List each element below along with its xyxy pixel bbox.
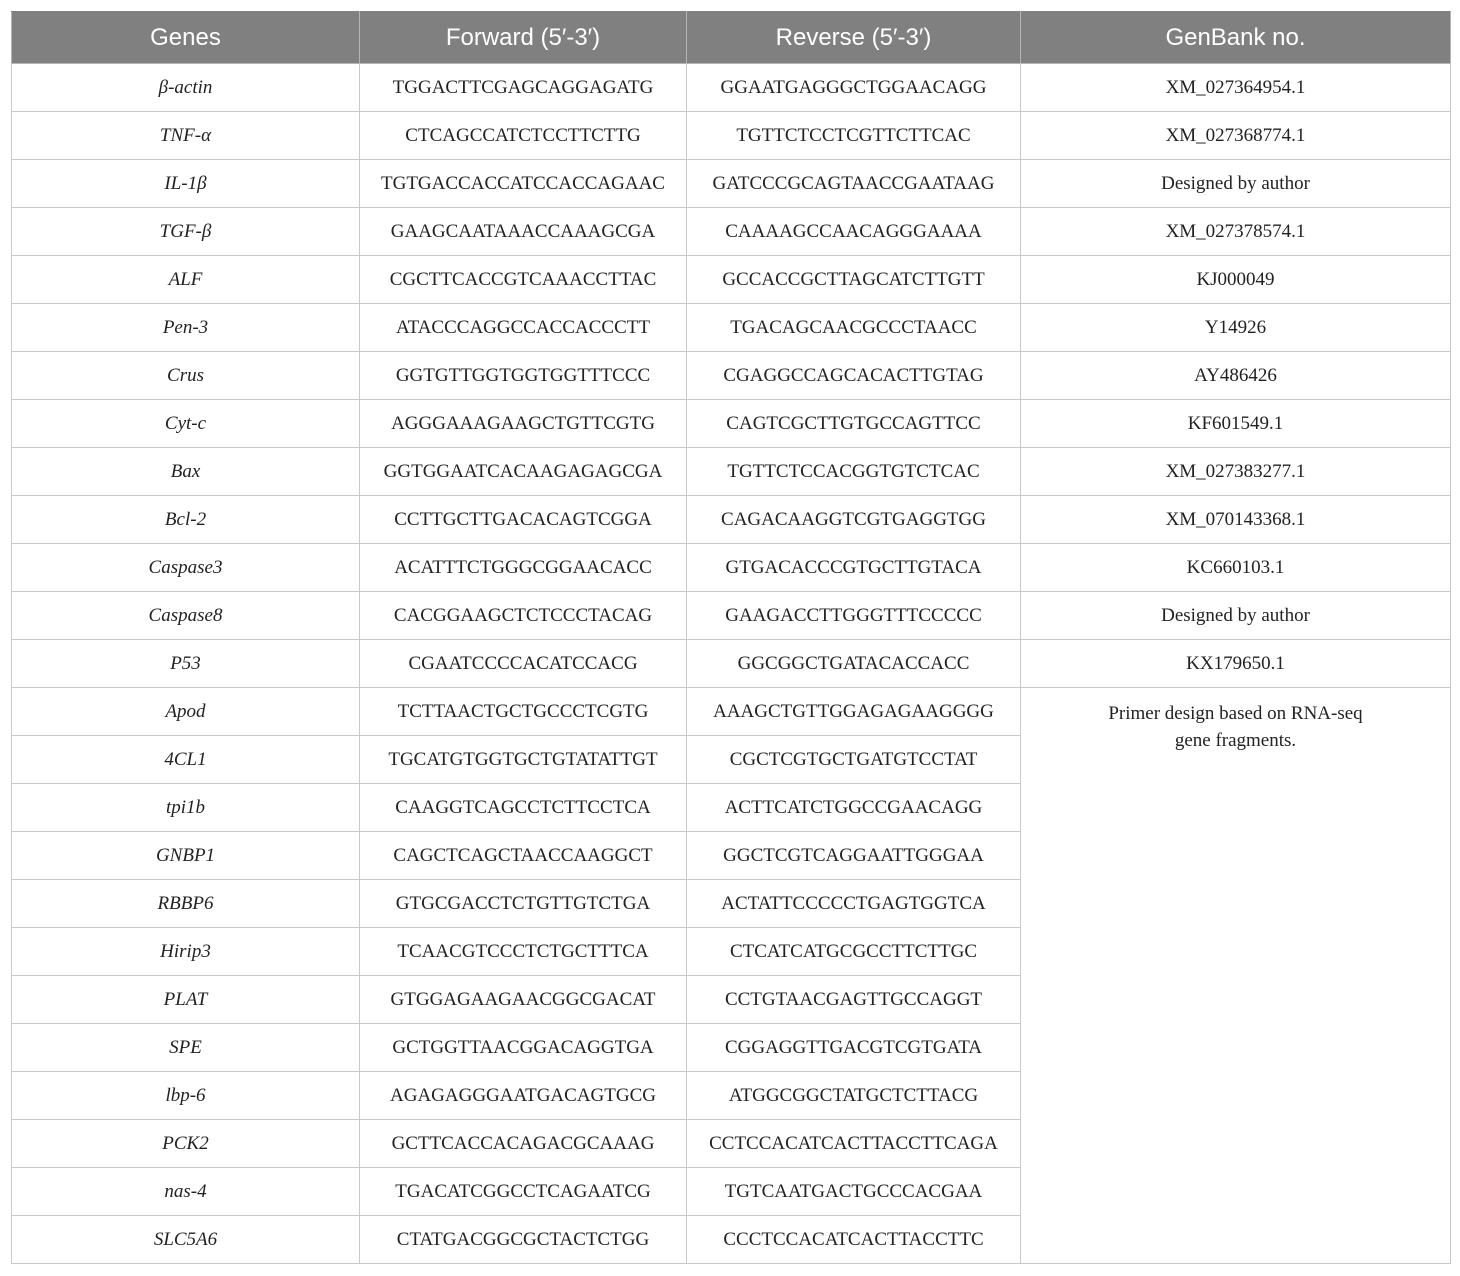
forward-primer-cell: GGTGTTGGTGGTGGTTTCCC [360, 352, 687, 400]
reverse-primer-cell: GAAGACCTTGGGTTTCCCCC [687, 592, 1021, 640]
gene-name-cell: ALF [12, 256, 360, 304]
gene-name-cell: GNBP1 [12, 832, 360, 880]
table-row [12, 592, 1451, 640]
reverse-primer-cell: GGCTCGTCAGGAATTGGGAA [687, 832, 1021, 880]
table-row [12, 448, 1451, 496]
table-row [12, 640, 1451, 688]
reverse-primer-cell: CGAGGCCAGCACACTTGTAG [687, 352, 1021, 400]
header-reverse: Reverse (5′-3′) [687, 12, 1021, 64]
table-body [12, 64, 1451, 1264]
genbank-cell: XM_070143368.1 [1021, 496, 1451, 544]
reverse-primer-cell: TGTTCTCCACGGTGTCTCAC [687, 448, 1021, 496]
reverse-primer-cell: CTCATCATGCGCCTTCTTGC [687, 928, 1021, 976]
gene-name-cell: SPE [12, 1024, 360, 1072]
gene-name-cell: β-actin [12, 64, 360, 112]
forward-primer-cell: TCAACGTCCCTCTGCTTTCA [360, 928, 687, 976]
table-row [12, 112, 1451, 160]
gene-name-cell: PLAT [12, 976, 360, 1024]
forward-primer-cell: ATACCCAGGCCACCACCCTT [360, 304, 687, 352]
reverse-primer-cell: CAAAAGCCAACAGGGAAAA [687, 208, 1021, 256]
header-forward: Forward (5′-3′) [360, 12, 687, 64]
gene-name-cell: PCK2 [12, 1120, 360, 1168]
forward-primer-cell: AGGGAAAGAAGCTGTTCGTG [360, 400, 687, 448]
forward-primer-cell: TGACATCGGCCTCAGAATCG [360, 1168, 687, 1216]
forward-primer-cell: CGAATCCCCACATCCACG [360, 640, 687, 688]
table-row [12, 304, 1451, 352]
table-row [12, 64, 1451, 112]
forward-primer-cell: CAGCTCAGCTAACCAAGGCT [360, 832, 687, 880]
reverse-primer-cell: GATCCCGCAGTAACCGAATAAG [687, 160, 1021, 208]
reverse-primer-cell: ACTTCATCTGGCCGAACAGG [687, 784, 1021, 832]
forward-primer-cell: GCTGGTTAACGGACAGGTGA [360, 1024, 687, 1072]
table-row [12, 688, 1451, 736]
reverse-primer-cell: CCTGTAACGAGTTGCCAGGT [687, 976, 1021, 1024]
forward-primer-cell: CTCAGCCATCTCCTTCTTG [360, 112, 687, 160]
forward-primer-cell: TGCATGTGGTGCTGTATATTGT [360, 736, 687, 784]
gene-name-cell: SLC5A6 [12, 1216, 360, 1264]
gene-name-cell: IL-1β [12, 160, 360, 208]
table-row [12, 160, 1451, 208]
header-genes: Genes [12, 12, 360, 64]
forward-primer-cell: AGAGAGGGAATGACAGTGCG [360, 1072, 687, 1120]
gene-name-cell: Hirip3 [12, 928, 360, 976]
gene-name-cell: Crus [12, 352, 360, 400]
genbank-cell: Designed by author [1021, 160, 1451, 208]
genbank-cell: KF601549.1 [1021, 400, 1451, 448]
forward-primer-cell: CCTTGCTTGACACAGTCGGA [360, 496, 687, 544]
genbank-cell: XM_027383277.1 [1021, 448, 1451, 496]
reverse-primer-cell: CAGACAAGGTCGTGAGGTGG [687, 496, 1021, 544]
gene-name-cell: Caspase3 [12, 544, 360, 592]
header-genbank: GenBank no. [1021, 12, 1451, 64]
reverse-primer-cell: GCCACCGCTTAGCATCTTGTT [687, 256, 1021, 304]
primer-table [11, 11, 1451, 1264]
reverse-primer-cell: ATGGCGGCTATGCTCTTACG [687, 1072, 1021, 1120]
table-row [12, 496, 1451, 544]
reverse-primer-cell: CCTCCACATCACTTACCTTCAGA [687, 1120, 1021, 1168]
reverse-primer-cell: ACTATTCCCCCTGAGTGGTCA [687, 880, 1021, 928]
gene-name-cell: Caspase8 [12, 592, 360, 640]
genbank-cell: XM_027378574.1 [1021, 208, 1451, 256]
genbank-merged-note-cell [1021, 688, 1451, 1264]
gene-name-cell: RBBP6 [12, 880, 360, 928]
gene-name-cell: Pen-3 [12, 304, 360, 352]
forward-primer-cell: CACGGAAGCTCTCCCTACAG [360, 592, 687, 640]
forward-primer-cell: GCTTCACCACAGACGCAAAG [360, 1120, 687, 1168]
forward-primer-cell: CAAGGTCAGCCTCTTCCTCA [360, 784, 687, 832]
gene-name-cell: Bax [12, 448, 360, 496]
forward-primer-cell: TGTGACCACCATCCACCAGAAC [360, 160, 687, 208]
forward-primer-cell: GTGGAGAAGAACGGCGACAT [360, 976, 687, 1024]
forward-primer-cell: CGCTTCACCGTCAAACCTTAC [360, 256, 687, 304]
gene-name-cell: Cyt-c [12, 400, 360, 448]
genbank-cell: Designed by author [1021, 592, 1451, 640]
forward-primer-cell: ACATTTCTGGGCGGAACACC [360, 544, 687, 592]
gene-name-cell: 4CL1 [12, 736, 360, 784]
reverse-primer-cell: TGTTCTCCTCGTTCTTCAC [687, 112, 1021, 160]
genbank-cell: XM_027368774.1 [1021, 112, 1451, 160]
reverse-primer-cell: CCCTCCACATCACTTACCTTC [687, 1216, 1021, 1264]
genbank-cell: KC660103.1 [1021, 544, 1451, 592]
merged-note-text: Primer design based on RNA-seq gene fragments. [1108, 703, 1363, 751]
reverse-primer-cell: GGCGGCTGATACACCACC [687, 640, 1021, 688]
reverse-primer-cell: TGACAGCAACGCCCTAACC [687, 304, 1021, 352]
genbank-cell: AY486426 [1021, 352, 1451, 400]
reverse-primer-cell: GGAATGAGGGCTGGAACAGG [687, 64, 1021, 112]
forward-primer-cell: TGGACTTCGAGCAGGAGATG [360, 64, 687, 112]
reverse-primer-cell: CAGTCGCTTGTGCCAGTTCC [687, 400, 1021, 448]
header-row [12, 12, 1451, 64]
genbank-cell: XM_027364954.1 [1021, 64, 1451, 112]
reverse-primer-cell: GTGACACCCGTGCTTGTACA [687, 544, 1021, 592]
table-row [12, 352, 1451, 400]
gene-name-cell: nas-4 [12, 1168, 360, 1216]
forward-primer-cell: CTATGACGGCGCTACTCTGG [360, 1216, 687, 1264]
table-header [12, 12, 1451, 64]
gene-name-cell: Apod [12, 688, 360, 736]
forward-primer-cell: GTGCGACCTCTGTTGTCTGA [360, 880, 687, 928]
table-row [12, 400, 1451, 448]
gene-name-cell: TNF-α [12, 112, 360, 160]
gene-name-cell: P53 [12, 640, 360, 688]
gene-name-cell: TGF-β [12, 208, 360, 256]
forward-primer-cell: GAAGCAATAAACCAAAGCGA [360, 208, 687, 256]
gene-name-cell: tpi1b [12, 784, 360, 832]
table-row [12, 256, 1451, 304]
reverse-primer-cell: AAAGCTGTTGGAGAGAAGGGG [687, 688, 1021, 736]
forward-primer-cell: TCTTAACTGCTGCCCTCGTG [360, 688, 687, 736]
table-row [12, 544, 1451, 592]
genbank-cell: Y14926 [1021, 304, 1451, 352]
table-row [12, 208, 1451, 256]
genbank-cell: KX179650.1 [1021, 640, 1451, 688]
gene-name-cell: lbp-6 [12, 1072, 360, 1120]
reverse-primer-cell: TGTCAATGACTGCCCACGAA [687, 1168, 1021, 1216]
gene-name-cell: Bcl-2 [12, 496, 360, 544]
reverse-primer-cell: CGGAGGTTGACGTCGTGATA [687, 1024, 1021, 1072]
reverse-primer-cell: CGCTCGTGCTGATGTCCTAT [687, 736, 1021, 784]
forward-primer-cell: GGTGGAATCACAAGAGAGCGA [360, 448, 687, 496]
genbank-cell: KJ000049 [1021, 256, 1451, 304]
